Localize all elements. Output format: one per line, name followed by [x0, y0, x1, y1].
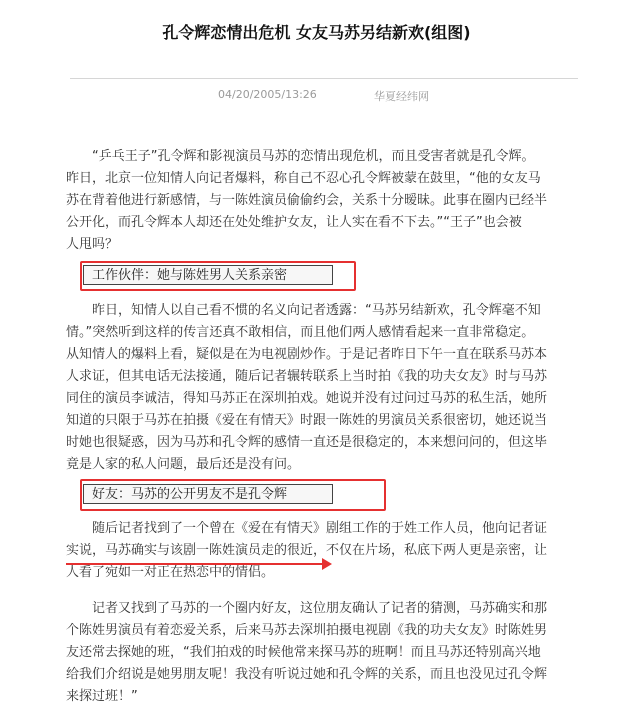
article-source: 华夏经纬网 [374, 90, 429, 103]
paragraph-line: 情。”突然听到这样的传言还真不敢相信，而且他们两人感情看起来一直非常稳定。 [66, 325, 535, 340]
paragraph-line: 人甩吗？ [66, 237, 119, 252]
paragraph-line: 时她也很疑惑，因为马苏和孔令辉的感情一直还是很稳定的，本来想问问的，但这毕 [66, 435, 548, 450]
paragraph-3 [66, 518, 586, 584]
paragraph-line: 记者又找到了马苏的一个圈内好友，这位朋友确认了记者的猜测，马苏确实和那 [92, 601, 548, 616]
subheading-2: 好友：马苏的公开男友不是孔令辉 [83, 484, 333, 504]
paragraph-4 [66, 598, 586, 708]
article-title: 孔令辉恋情出危机 女友马苏另结新欢(组图) [162, 23, 471, 42]
annotation-underline [66, 563, 324, 565]
paragraph-2 [66, 300, 586, 476]
publish-date: 04/20/2005/13:26 [218, 88, 317, 101]
title-divider [70, 78, 578, 79]
paragraph-line: 实说，马苏确实与该剧一陈姓演员走的很近，不仅在片场，私底下两人更是亲密，让 [66, 543, 548, 558]
paragraph-1 [66, 146, 586, 256]
paragraph-line: 同住的演员李诚洁，得知马苏正在深圳拍戏。她说并没有过问过马苏的私生活，她所 [66, 391, 548, 406]
paragraph-line: 从知情人的爆料上看，疑似是在为电视剧炒作。于是记者昨日下午一直在联系马苏本 [66, 347, 548, 362]
paragraph-line: 知道的只限于马苏在拍摄《爱在有情天》时跟一陈姓的男演员关系很密切，她还说当 [66, 413, 548, 428]
subheading-1: 工作伙伴：她与陈姓男人关系亲密 [83, 265, 333, 285]
paragraph-line: 苏在背着他进行新感情，与一陈姓演员偷偷约会，关系十分暧昧。此事在圈内已经半 [66, 193, 548, 208]
paragraph-line: 个陈姓男演员有着恋爱关系，后来马苏去深圳拍摄电视剧《我的功夫女友》时陈姓男 [66, 623, 548, 638]
paragraph-line: 昨日，北京一位知情人向记者爆料，称自己不忍心孔令辉被蒙在鼓里，“他的女友马 [66, 171, 541, 186]
paragraph-line: 给我们介绍说是她男朋友呢！我没有听说过她和孔令辉的关系，而且也没见过孔令辉 [66, 667, 548, 682]
paragraph-line: “乒乓王子”孔令辉和影视演员马苏的恋情出现危机，而且受害者就是孔令辉。 [92, 149, 535, 164]
annotation-arrow-icon [322, 558, 332, 570]
paragraph-line: 公开化，而孔令辉本人却还在处处维护女友，让人实在看不下去。”“王子”也会被 [66, 215, 522, 230]
paragraph-line: 人看了宛如一对正在热恋中的情侣。 [66, 565, 275, 580]
paragraph-line: 昨日，知情人以自己看不惯的名义向记者透露：“马苏另结新欢，孔令辉毫不知 [92, 303, 541, 318]
paragraph-line: 来探过班！” [66, 689, 138, 704]
paragraph-line: 友还常去探她的班，“我们拍戏的时候他常来探马苏的班啊！而且马苏还特别高兴地 [66, 645, 541, 660]
paragraph-line: 随后记者找到了一个曾在《爱在有情天》剧组工作的于姓工作人员，他向记者证 [92, 521, 548, 536]
paragraph-line: 竟是人家的私人问题，最后还是没有问。 [66, 457, 301, 472]
paragraph-line: 人求证，但其电话无法接通，随后记者辗转联系上当时拍《我的功夫女友》时与马苏 [66, 369, 548, 384]
